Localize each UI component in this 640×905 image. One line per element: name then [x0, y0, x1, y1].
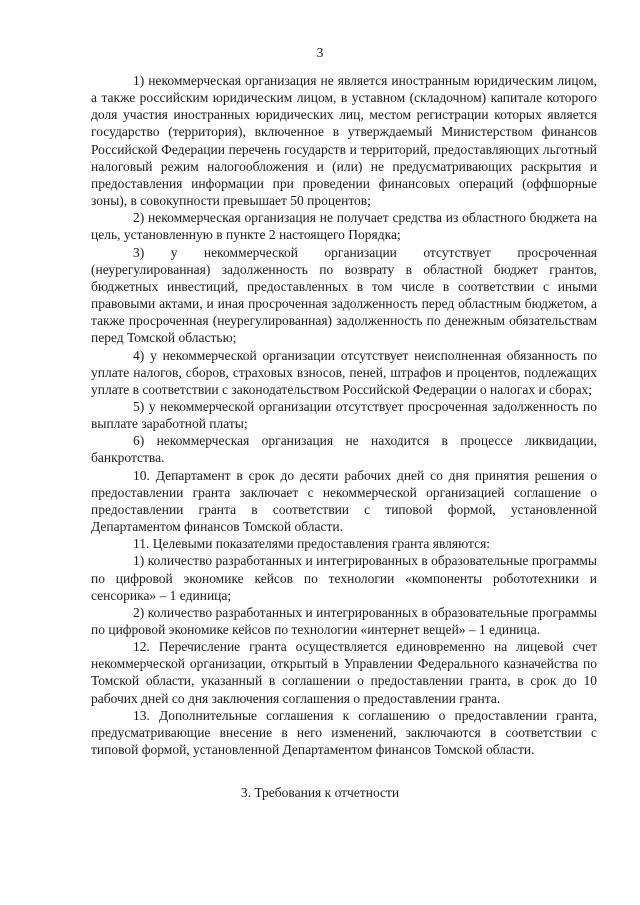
paragraph-item-10: 10. Департамент в срок до десяти рабочих дней со дня принятия решения о предоставлении гранта заключает с некоммерческой организацией соглашение о предоставлении гранта в соответствии с типовой формой, установленной Департаментом финансов Томской области.: [91, 467, 597, 535]
paragraph-criterion-3: 3) у некоммерческой организации отсутствует просроченная (неурегулированная) задолженность по возврату в областной бюджет грантов, бюджетных инвестиций, предоставленных в том числе в соответствии с иными правовыми актами, и иная просроченная задолженность перед областным бюджетом, а также просроченная (неурегулированная) задолженность по денежным обязательствам перед Томской областью;: [91, 244, 597, 346]
paragraph-item-11: 11. Целевыми показателями предоставления гранта являются:: [133, 536, 491, 552]
paragraph-criterion-1: 1) некоммерческая организация не является иностранным юридическим лицом, а также российским юридическим лицом, в уставном (складочном) капитале которого доля участия иностранных юридических лиц, местом регистрации которых является государство (территория), включенное в утверждаемый Министерством финансов Российской Федерации перечень государств и территорий, предоставляющих льготный налоговый режим налогообложения и (или) не предусматривающих раскрытия и предоставления информации при проведении финансовых операций (оффшорные зоны), в совокупности превышает 50 процентов;: [91, 73, 597, 209]
section-heading: 3. Требования к отчетности: [240, 785, 400, 800]
paragraph-indicator-2: 2) количество разработанных и интегрированных в образовательные программы по цифровой экономике кейсов по технологии «интернет вещей» – 1 единица.: [91, 604, 597, 637]
document-body: [91, 72, 597, 758]
paragraph-item-13: 13. Дополнительные соглашения к соглашению о предоставлении гранта, предусматривающие внесение в него изменений, заключаются в соответствии с типовой формой, установленной Департаментом финансов Томской области.: [91, 707, 597, 758]
paragraph-criterion-6: 6) некоммерческая организация не находится в процессе ликвидации, банкротства.: [91, 433, 597, 466]
paragraph-indicator-1: 1) количество разработанных и интегрированных в образовательные программы по цифровой экономике кейсов по технологии «компоненты робототехники и сенсорика» – 1 единица;: [91, 553, 597, 603]
paragraph-criterion-4: 4) у некоммерческой организации отсутствует неисполненная обязанность по уплате налогов, сборов, страховых взносов, пеней, штрафов и процентов, подлежащих уплате в соответствии с законодательством Российской Федерации о налогах и сборах;: [91, 347, 597, 397]
paragraph-criterion-5: 5) у некоммерческой организации отсутствует просроченная задолженность по выплате заработной платы;: [91, 398, 597, 432]
paragraph-item-12: 12. Перечисление гранта осуществляется единовременно на лицевой счет некоммерческой организации, открытый в Управлении Федерального казначейства по Томской области, указанный в соглашении о предоставлении гранта, в срок до 10 рабочих дней со дня заключения соглашения о предоставлении гранта.: [91, 639, 597, 706]
page-number: 3: [316, 45, 324, 60]
paragraph-criterion-2: 2) некоммерческая организация не получает средства из областного бюджета на цель, установленную в пункте 2 настоящего Порядка;: [91, 210, 597, 243]
